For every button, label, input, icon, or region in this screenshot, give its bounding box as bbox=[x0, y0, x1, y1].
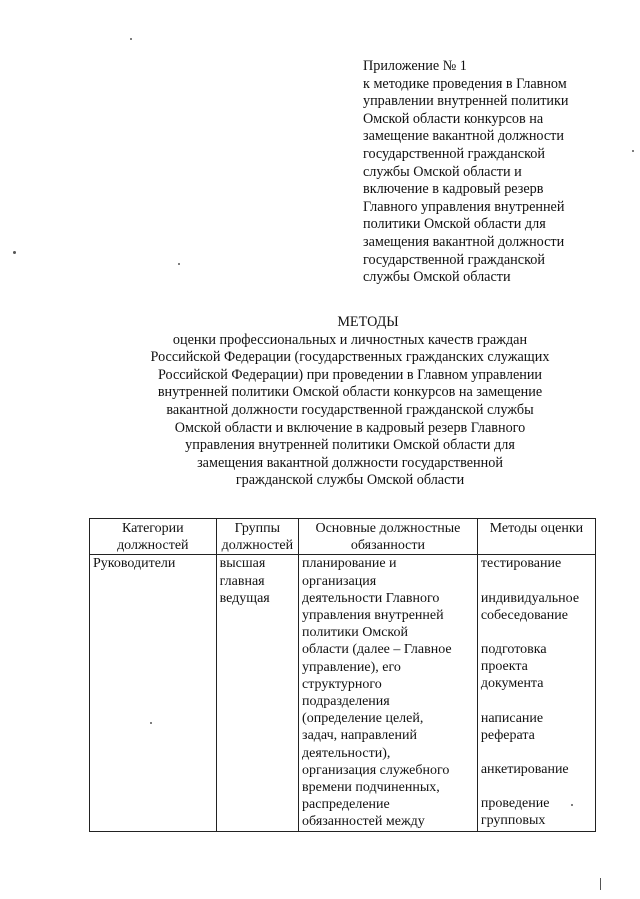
title-line: внутренней политики Омской области конкурсов на замещение bbox=[157, 384, 543, 401]
title-line: Омской области и включение в кадровый резерв Главного bbox=[174, 419, 526, 436]
method-spacer bbox=[481, 778, 592, 795]
scan-speck bbox=[150, 722, 152, 724]
method-spacer bbox=[481, 573, 592, 590]
duty-line: управление), его bbox=[302, 659, 401, 675]
group-text: высшая bbox=[219, 556, 266, 572]
scan-speck bbox=[632, 150, 634, 152]
method-line: реферата bbox=[480, 727, 535, 743]
scan-speck bbox=[13, 251, 16, 254]
duty-line: структурного bbox=[302, 676, 382, 692]
header-duties bbox=[299, 519, 478, 555]
header-text: Основные должностные bbox=[315, 521, 461, 536]
duty-line: распределение bbox=[302, 797, 390, 813]
method-line: групповых bbox=[480, 813, 546, 829]
duty-line: деятельности), bbox=[302, 745, 391, 761]
cell-category bbox=[90, 555, 217, 831]
method-line: проекта bbox=[480, 659, 528, 675]
duty-line: политики Омской bbox=[302, 625, 409, 641]
appendix-note bbox=[363, 58, 613, 287]
appendix-line: политики Омской области для bbox=[363, 216, 546, 233]
title-line: управления внутренней политики Омской области для bbox=[185, 437, 515, 454]
method-spacer bbox=[481, 744, 592, 761]
category-text: Руководители bbox=[93, 556, 176, 572]
title-line: оценки профессиональных и личностных качеств граждан bbox=[172, 331, 528, 348]
header-groups bbox=[216, 519, 298, 555]
title-line: Российской Федерации) при проведении в Главном управлении bbox=[157, 366, 543, 383]
method-line: анкетирование bbox=[480, 762, 569, 778]
method-spacer bbox=[481, 693, 592, 710]
duty-line: области (далее – Главное bbox=[302, 642, 452, 658]
cell-methods bbox=[477, 555, 595, 831]
header-text: обязанности bbox=[350, 538, 425, 554]
header-text: должностей bbox=[221, 538, 294, 554]
method-line: проведение bbox=[480, 796, 550, 812]
method-line: написание bbox=[480, 710, 544, 726]
duty-line: планирование и bbox=[302, 556, 397, 572]
title-heading: МЕТОДЫ bbox=[337, 314, 399, 330]
appendix-line: Омской области конкурсов на bbox=[363, 110, 544, 127]
appendix-line: службы Омской области bbox=[363, 269, 511, 286]
method-line: тестирование bbox=[480, 556, 562, 572]
title-line: гражданской службы Омской области bbox=[235, 472, 465, 489]
scan-speck bbox=[130, 38, 132, 40]
appendix-line: включение в кадровый резерв bbox=[363, 181, 544, 198]
appendix-line: замещение вакантной должности bbox=[363, 128, 564, 145]
appendix-line: службы Омской области и bbox=[363, 163, 522, 180]
header-text: Методы оценки bbox=[489, 521, 584, 536]
appendix-line: Главного управления внутренней bbox=[363, 198, 565, 215]
header-text: Категории bbox=[121, 521, 184, 536]
header-text: должностей bbox=[117, 538, 189, 554]
method-spacer bbox=[481, 624, 592, 641]
cell-duties bbox=[299, 555, 478, 831]
methods-table bbox=[89, 518, 596, 832]
title-line: замещения вакантной должности государственной bbox=[197, 454, 503, 471]
header-text: Группы bbox=[234, 521, 281, 536]
group-text: ведущая bbox=[219, 590, 270, 606]
method-line: подготовка bbox=[480, 642, 547, 658]
title-line: Российской Федерации (государственных гражданских служащих bbox=[150, 349, 550, 366]
title-line: вакантной должности государственной гражданской службы bbox=[166, 401, 534, 418]
appendix-line: замещения вакантной должности bbox=[363, 233, 565, 250]
duty-line: организация служебного bbox=[302, 762, 450, 778]
appendix-line: государственной гражданской bbox=[363, 145, 545, 162]
table-row bbox=[90, 555, 596, 831]
duty-line: обязанностей между bbox=[302, 814, 425, 830]
duty-line: деятельности Главного bbox=[302, 590, 440, 606]
scan-speck bbox=[571, 804, 573, 806]
duty-line: подразделения bbox=[302, 694, 390, 710]
scan-speck bbox=[600, 878, 601, 890]
method-line: собеседование bbox=[480, 607, 568, 623]
appendix-line: Приложение № 1 bbox=[363, 58, 467, 74]
cell-groups bbox=[216, 555, 298, 831]
group-text: главная bbox=[219, 573, 265, 589]
scan-speck bbox=[178, 263, 180, 265]
header-categories bbox=[90, 519, 217, 555]
duty-line: задач, направлений bbox=[302, 728, 417, 744]
duty-line: времени подчиненных, bbox=[302, 780, 440, 796]
appendix-line: к методике проведения в Главном bbox=[363, 75, 567, 92]
appendix-line: государственной гражданской bbox=[363, 251, 545, 268]
duty-line: управления внутренней bbox=[302, 608, 444, 624]
appendix-line: управлении внутренней политики bbox=[363, 93, 569, 110]
table-header-row bbox=[90, 519, 596, 555]
duty-line: (определение целей, bbox=[302, 711, 424, 727]
document-title bbox=[80, 314, 620, 490]
header-methods bbox=[477, 519, 595, 555]
method-line: документа bbox=[480, 676, 544, 692]
method-line: индивидуальное bbox=[480, 590, 580, 606]
duty-line: организация bbox=[302, 573, 377, 589]
